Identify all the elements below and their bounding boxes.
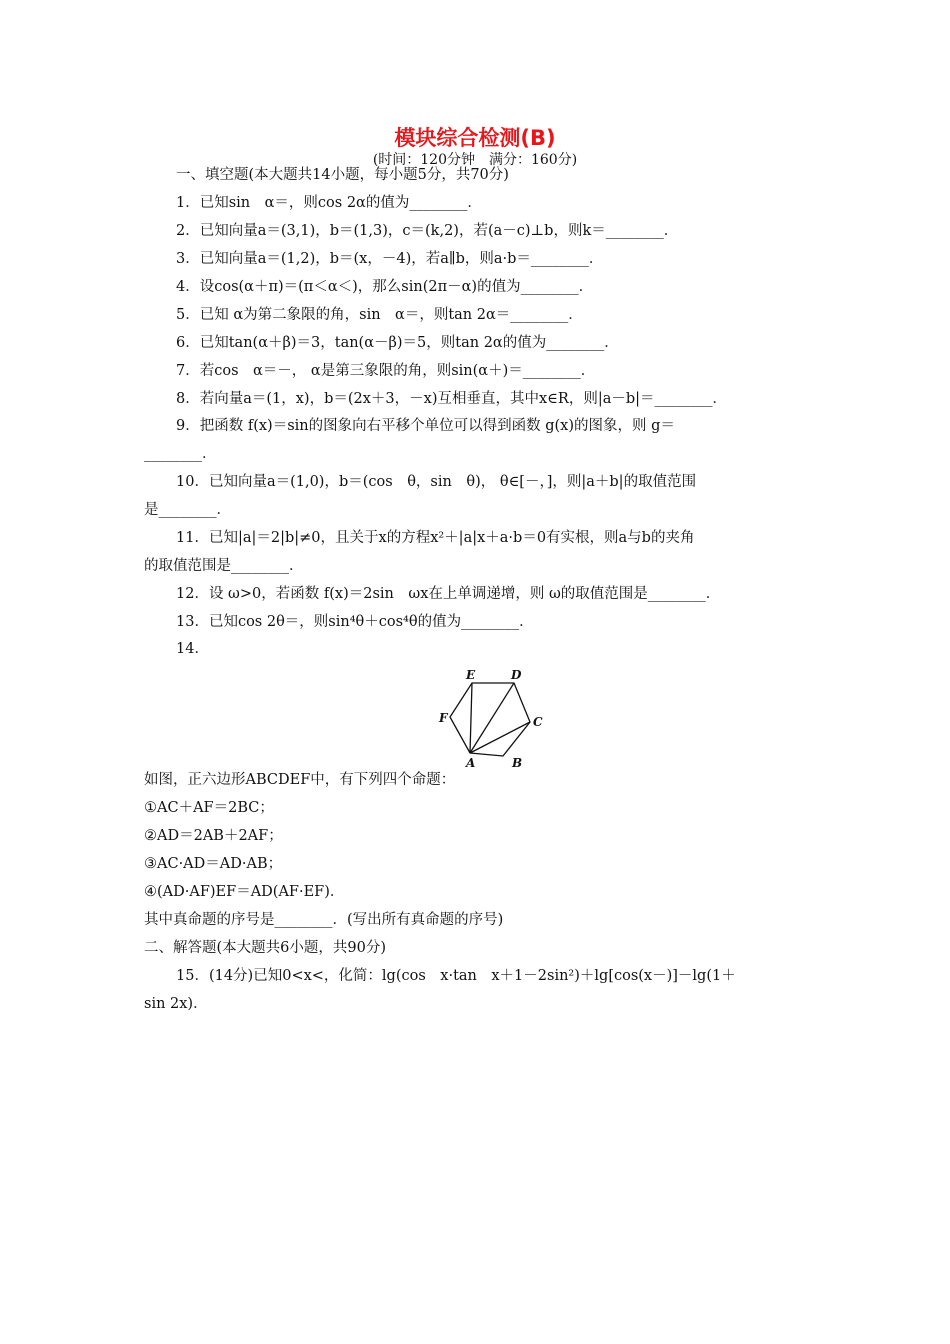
segment-ae xyxy=(470,683,472,753)
question-15-line-1: 15．(14分)已知0<x<，化简：lg(cos x·tan x＋1－2sin²)＋lg[cos(x－)]－lg(1＋ xyxy=(176,968,736,984)
question-9-line-1: 9．把函数 f(x)＝sin的图象向右平移个单位可以得到函数 g(x)的图象，则 g＝ xyxy=(176,418,675,434)
question-8: 8．若向量a＝(1，x)，b＝(2x＋3，－x)互相垂直，其中x∈R，则|a－b|＝________． xyxy=(176,391,728,407)
section-solve-heading: 二、解答题(本大题共6小题，共90分) xyxy=(144,940,386,956)
question-4: 4．设cos(α＋π)＝(π＜α＜)，那么sin(2π－α)的值为________． xyxy=(176,279,594,295)
vertex-label-d: D xyxy=(511,668,522,682)
question-7: 7．若cos α＝－， α是第三象限的角，则sin(α＋)＝________． xyxy=(176,363,596,379)
question-14-statement-4: ④(AD·AF)EF＝AD(AF·EF)． xyxy=(144,884,345,900)
vertex-label-e: E xyxy=(466,668,476,682)
question-13: 13．已知cos 2θ＝，则sin⁴θ＋cos⁴θ的值为________． xyxy=(176,614,534,630)
question-9-line-2: ________． xyxy=(144,446,217,462)
question-3: 3．已知向量a＝(1,2)，b＝(x，－4)，若a∥b，则a·b＝________． xyxy=(176,251,604,267)
question-14-ask: 其中真命题的序号是________．(写出所有真命题的序号) xyxy=(144,912,504,928)
vertex-label-f: F xyxy=(439,711,448,725)
page-title: 模块综合检测(B) xyxy=(394,126,556,150)
question-10-line-2: 是________． xyxy=(144,502,231,518)
question-2: 2．已知向量a＝(3,1)，b＝(1,3)，c＝(k,2)，若(a－c)⊥b，则k＝________． xyxy=(176,223,679,239)
question-12: 12．设 ω>0，若函数 f(x)＝2sin ωx在上单调递增，则 ω的取值范围是________． xyxy=(176,586,721,602)
section-fill-in-heading: 一、填空题(本大题共14小题，每小题5分，共70分) xyxy=(176,167,509,183)
question-14-statement-2: ②AD＝2AB＋2AF； xyxy=(144,828,283,844)
question-15-line-2: sin 2x)． xyxy=(144,996,208,1012)
question-14-intro: 如图，正六边形ABCDEF中，有下列四个命题： xyxy=(144,772,456,788)
question-5: 5．已知 α为第二象限的角，sin α＝，则tan 2α＝________． xyxy=(176,307,583,323)
question-11-line-2: 的取值范围是________． xyxy=(144,558,304,574)
question-10-line-1: 10．已知向量a＝(1,0)，b＝(cos θ，sin θ)， θ∈[－，]，则|a＋b|的取值范围 xyxy=(176,474,697,490)
question-11-line-1: 11．已知|a|＝2|b|≠0，且关于x的方程x²＋|a|x＋a·b＝0有实根，则a与b的夹角 xyxy=(176,530,695,546)
vertex-label-c: C xyxy=(533,715,543,729)
segment-ad xyxy=(470,683,514,753)
question-14-statement-3: ③AC·AD＝AD·AB； xyxy=(144,856,283,872)
question-14-statement-1: ①AC＋AF＝2BC； xyxy=(144,800,274,816)
hexagon-diagram xyxy=(436,664,556,774)
question-1: 1．已知sin α＝，则cos 2α的值为________． xyxy=(176,195,482,211)
question-14-number: 14． xyxy=(176,641,209,657)
hexagon-outline xyxy=(450,683,530,756)
question-6: 6．已知tan(α＋β)＝3，tan(α－β)＝5，则tan 2α的值为________． xyxy=(176,335,619,351)
vertex-label-b: B xyxy=(512,756,523,770)
exam-info: (时间：120分钟 满分：160分) xyxy=(372,152,578,168)
hexagon-figure xyxy=(436,664,556,774)
vertex-label-a: A xyxy=(466,756,476,770)
